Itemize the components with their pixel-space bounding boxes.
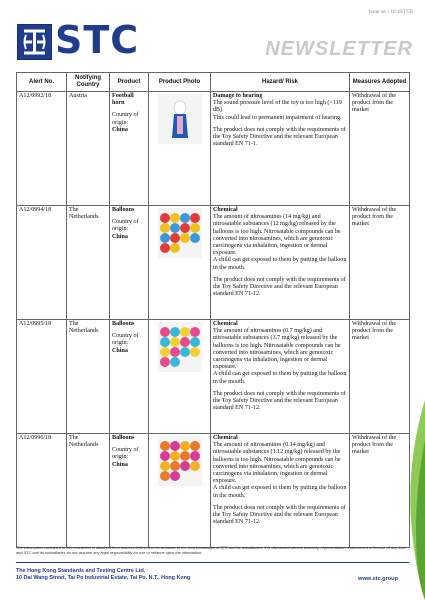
- origin-country: China: [112, 233, 128, 240]
- notifying-country: The Netherlands: [67, 320, 110, 434]
- hazard-title: Chemical: [213, 435, 238, 441]
- compliance-text: The product does not comply with the requirements of the Toy Safety Directive and the relevant European standard EN 71-12.: [213, 504, 346, 526]
- hazard-line: The sound pressure level of the toy is too high (>119 dB).: [213, 100, 342, 114]
- table-header-row: [17, 73, 410, 92]
- table-row: [17, 206, 410, 320]
- hazard-cell: [211, 92, 350, 206]
- company-address: 10 Dai Wang Street, Tai Po Industrial Estate, Tai Po, N.T., Hong Kong: [16, 575, 191, 581]
- hazard-line: A child can get exposed to them by putting the balloon in the mouth.: [213, 485, 347, 499]
- measures-adopted: Withdrawal of the product from the market: [350, 320, 410, 434]
- product-cell: [110, 434, 149, 548]
- product-photo-cell: [149, 434, 211, 548]
- measures-adopted: Withdrawal of the product from the market: [350, 206, 410, 320]
- product-photo: [158, 322, 202, 372]
- notifying-country: The Netherlands: [67, 206, 110, 320]
- column-header: Product Photo: [149, 73, 211, 92]
- alerts-table: [16, 72, 410, 548]
- product-cell: [110, 206, 149, 320]
- column-header: Product: [110, 73, 149, 92]
- newsletter-title: NEWSLETTER: [265, 38, 413, 60]
- column-header: Measures Adopted: [350, 73, 410, 92]
- compliance-text: The product does not comply with the requirements of the Toy Safety Directive and the relevant European standard EN 71-12.: [213, 390, 346, 412]
- hazard-cell: [211, 434, 350, 548]
- alert-number: A12/0994/18: [17, 206, 67, 320]
- company-name: The Hong Kong Standards and Testing Centre Ltd.: [16, 568, 146, 574]
- notifying-country: Austria: [67, 92, 110, 206]
- compliance-text: The product does not comply with the requirements of the Toy Safety Directive and the relevant European standard EN 71-12.: [213, 276, 346, 298]
- alert-number: A12/0996/18: [17, 434, 67, 548]
- product-photo-cell: [149, 206, 211, 320]
- product-photo: [158, 436, 202, 486]
- hazard-title: Chemical: [213, 207, 238, 213]
- hazard-title: Chemical: [213, 321, 238, 327]
- measures-adopted: Withdrawal of the product from the market: [350, 92, 410, 206]
- alert-number: A12/0992/18: [17, 92, 67, 206]
- origin-country: China: [112, 461, 128, 468]
- product-cell: [110, 92, 149, 206]
- product-photo: [158, 208, 202, 258]
- origin-label: Country of origin:: [112, 112, 139, 126]
- disclaimer: The information contained in this newsletter is obtained from sources believed to be accurate to the best knowledge of STC and its subsidiaries. It is distributed without warranty, representation, inducement or license of any kind and STC and its subsidiaries do not assume any legal responsibility for use or reliance upon the information.: [16, 545, 406, 555]
- column-header: Notifying Country: [67, 73, 110, 92]
- hazard-cell: [211, 320, 350, 434]
- stc-logo-icon: [17, 24, 52, 60]
- corner-leaf-icon: [397, 400, 425, 600]
- product-photo-cell: [149, 92, 211, 206]
- origin-label: Country of origin:: [112, 447, 139, 461]
- origin-label: Country of origin:: [112, 333, 139, 347]
- table-row: [17, 92, 410, 206]
- origin-country: China: [112, 347, 128, 354]
- product-cell: [110, 320, 149, 434]
- column-header: Hazard/ Risk: [211, 73, 350, 92]
- hazard-line: The amount of nitrosamines (0.7 mg/kg) and nitrosatable substances (3.7 mg/kg) released by the balloons is too high. Nitrosatable compounds can be converted into nitrosamines, which are genotoxic carcinogens via inhalation, ingestion or dermal exposure.: [213, 328, 341, 371]
- footer-address-block: [16, 568, 190, 582]
- product-photo-cell: [149, 320, 211, 434]
- origin-label: Country of origin:: [112, 219, 139, 233]
- hazard-cell: [211, 206, 350, 320]
- newsletter-header: [0, 0, 425, 68]
- alert-number: A12/0995/18: [17, 320, 67, 434]
- product-name: Football horn: [112, 93, 134, 107]
- hazard-line: This could lead to permanent impairment of hearing.: [213, 114, 342, 121]
- hazard-line: A child can get exposed to them by putting the balloon in the mouth.: [213, 257, 347, 271]
- website-link[interactable]: www.stc.group: [358, 576, 398, 582]
- hazard-line: A child can get exposed to them by putting the balloon in the mouth.: [213, 371, 347, 385]
- product-name: Balloons: [112, 321, 135, 327]
- hazard-line: The amount of nitrosamines (0.14 mg/kg) and nitrosatable substances (1.12 mg/kg) released by the balloons is too high. Nitrosatable compounds can be converted into nitrosamines, which are genotoxic carcinogens via inhalation, ingestion or dermal exposure.: [213, 442, 341, 485]
- table-row: [17, 320, 410, 434]
- hazard-title: Damage to hearing: [213, 93, 263, 99]
- compliance-text: The product does not comply with the requirements of the Toy Safety Directive and the relevant European standard EN 71-1.: [213, 126, 346, 148]
- table-row: [17, 434, 410, 548]
- product-photo: [158, 94, 202, 144]
- logo-wordmark: STC: [55, 18, 140, 62]
- product-name: Balloons: [112, 207, 135, 213]
- column-header: Alert No.: [17, 73, 67, 92]
- issue-number: Issue no. / 10/18/TCB: [368, 10, 413, 15]
- footer-divider: [16, 562, 409, 563]
- product-name: Balloons: [112, 435, 135, 441]
- measures-adopted: Withdrawal of the product from the market: [350, 434, 410, 548]
- hazard-line: The amount of nitrosamines (14 mg/kg) and nitrosatable substances (12 mg/kg) released by the balloons is too high. Nitrosatable compounds can be converted into nitrosamines, which are genotoxic carcinogens via inhalation, ingestion or dermal exposure.: [213, 214, 341, 257]
- origin-country: China: [112, 126, 128, 133]
- notifying-country: The Netherlands: [67, 434, 110, 548]
